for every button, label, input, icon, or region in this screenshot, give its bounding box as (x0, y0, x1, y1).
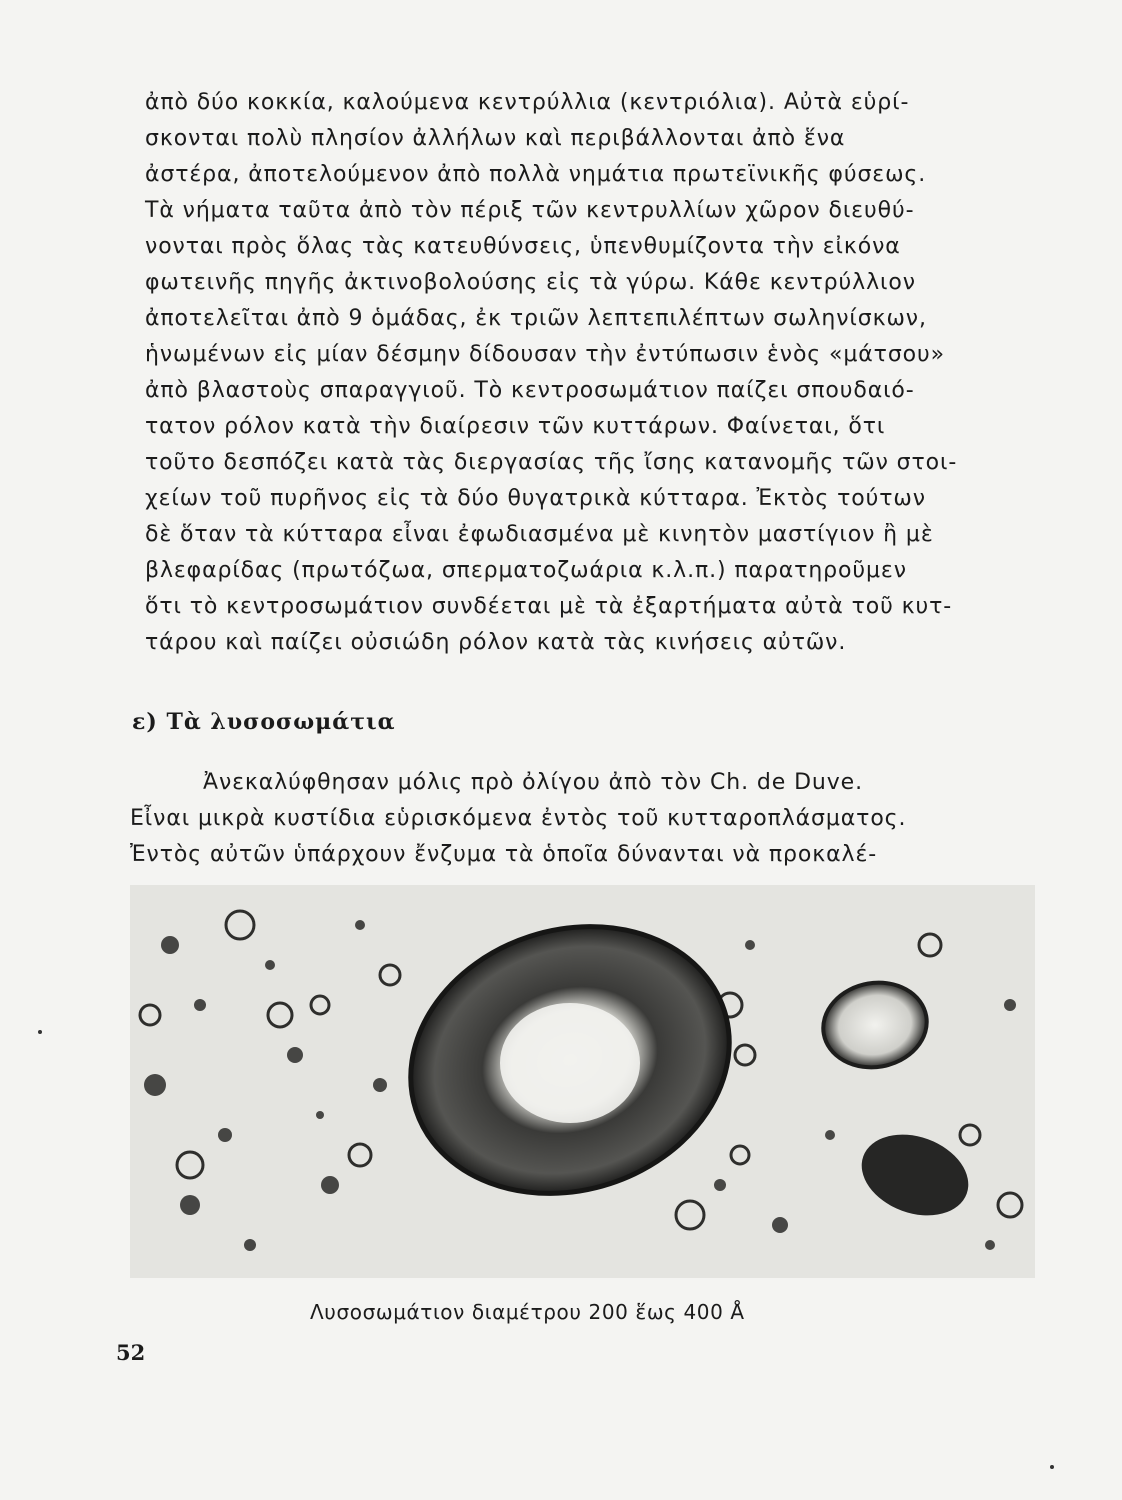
page-number: 52 (116, 1340, 146, 1365)
stray-mark (38, 1030, 42, 1034)
text-line: ἀστέρα, ἀποτελούμενον ἀπὸ πολλὰ νημάτια πρωτεϊνικῆς φύσεως. (145, 162, 927, 187)
text-line: τοῦτο δεσπόζει κατὰ τὰς διεργασίας τῆς ἴσης κατανομῆς τῶν στοι- (145, 450, 958, 475)
text-line: τατον ρόλον κατὰ τὴν διαίρεσιν τῶν κυττάρων. Φαίνεται, ὅτι (145, 414, 886, 439)
lysosome-micrograph (130, 885, 1035, 1278)
text-line: ἀπὸ δύο κοκκία, καλούμενα κεντρύλλια (κεντριόλια). Αὐτὰ εὑρί- (145, 90, 910, 115)
text-line: ἀπὸ βλαστοὺς σπαραγγιοῦ. Τὸ κεντροσωμάτιον παίζει σπουδαιό- (145, 378, 915, 403)
text-line: Ἐντὸς αὐτῶν ὑπάρχουν ἔνζυμα τὰ ὁποῖα δύνανται νὰ προκαλέ- (130, 842, 878, 867)
section-heading-lysosomes: ε) Τὰ λυσοσωμάτια (132, 709, 396, 735)
text-line: ἡνωμένων εἰς μίαν δέσμην δίδουσαν τὴν ἐντύπωσιν ἑνὸς «μάτσου» (145, 342, 946, 367)
text-line: χείων τοῦ πυρῆνος εἰς τὰ δύο θυγατρικὰ κύτταρα. Ἐκτὸς τούτων (145, 486, 926, 511)
stray-mark (1050, 1465, 1054, 1469)
text-line: Ἀνεκαλύφθησαν μόλις πρὸ ὀλίγου ἀπὸ τὸν Ch. de Duve. (203, 770, 864, 795)
text-line: δὲ ὅταν τὰ κύτταρα εἶναι ἐφωδιασμένα μὲ κινητὸν μαστίγιον ἢ μὲ (145, 522, 934, 547)
text-line: Εἶναι μικρὰ κυστίδια εὑρισκόμενα ἐντὸς τοῦ κυτταροπλάσματος. (130, 806, 907, 831)
text-line: νονται πρὸς ὅλας τὰς κατευθύνσεις, ὑπενθυμίζοντα τὴν εἰκόνα (145, 234, 901, 259)
text-line: Τὰ νήματα ταῦτα ἀπὸ τὸν πέριξ τῶν κεντρυλλίων χῶρον διευθύ- (145, 198, 915, 223)
micrograph-illustration (130, 885, 1035, 1278)
text-line: βλεφαρίδας (πρωτόζωα, σπερματοζωάρια κ.λ.π.) παρατηροῦμεν (145, 558, 907, 583)
text-line: φωτεινῆς πηγῆς ἀκτινοβολούσης εἰς τὰ γύρω. Κάθε κεντρύλλιον (145, 270, 916, 295)
text-line: ἀποτελεῖται ἀπὸ 9 ὁμάδας, ἐκ τριῶν λεπτεπιλέπτων σωληνίσκων, (145, 306, 927, 331)
figure-caption: Λυσοσωμάτιον διαμέτρου 200 ἕως 400 Å (310, 1300, 745, 1324)
text-line: ὅτι τὸ κεντροσωμάτιον συνδέεται μὲ τὰ ἐξαρτήματα αὐτὰ τοῦ κυτ- (145, 594, 953, 619)
text-line: τάρου καὶ παίζει οὐσιώδη ρόλον κατὰ τὰς κινήσεις αὐτῶν. (145, 630, 847, 655)
text-line: σκονται πολὺ πλησίον ἀλλήλων καὶ περιβάλλονται ἀπὸ ἕνα (145, 126, 846, 151)
